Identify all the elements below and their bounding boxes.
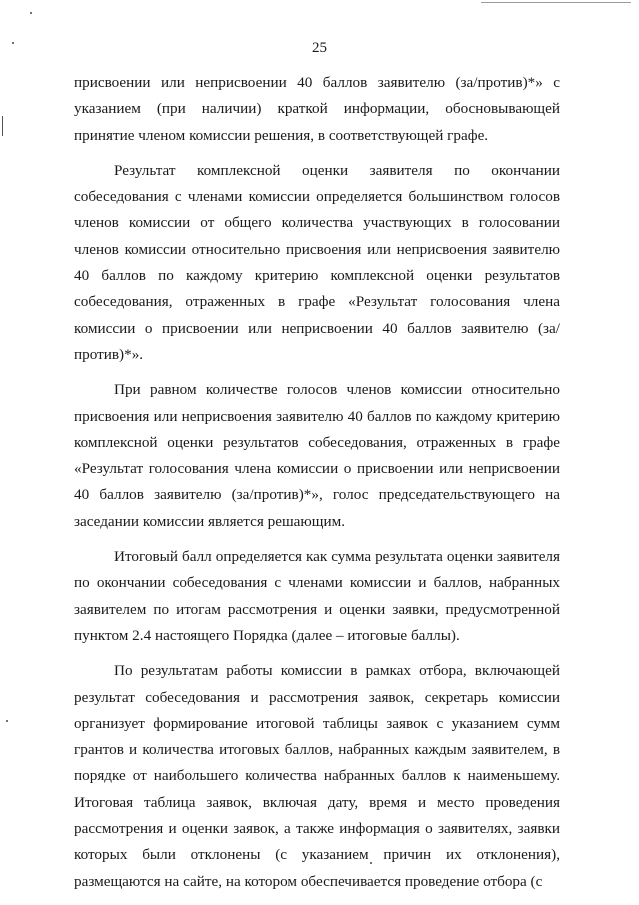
paragraph-4: Итоговый балл определяется как сумма результата оценки заявителя по окончании собеседования с членами комиссии и баллов, набранных заявителем по итогам рассмотрения и оценки заявки, предусмотренной пунктом 2.4 настоящего Порядка (далее – итоговые баллы).	[74, 548, 560, 644]
page-number: 25	[312, 40, 327, 56]
scan-speck	[30, 12, 32, 14]
paragraph-2: Результат комплексной оценки заявителя по окончании собеседования с членами комиссии определяется большинством голосов членов комиссии от общего количества участвующих в голосовании членов комиссии относительно присвоения или неприсвоения заявителю 40 баллов по каждому критерию комплексной оценки результатов собеседования, отраженных в графе «Результат голосования члена комиссии о присвоении или неприсвоении 40 баллов заявителю (за/против)*».	[74, 161, 560, 363]
paragraph-3: При равном количестве голосов членов комиссии относительно присвоения или неприсвоения заявителю 40 баллов по каждому критерию комплексной оценки результатов собеседования, отраженных в графе «Результат голосования члена комиссии о присвоении или неприсвоении 40 баллов заявителю (за/против)*», голос председательствующего на заседании комиссии является решающим.	[74, 381, 560, 530]
paragraph-1: присвоении или неприсвоении 40 баллов заявителю (за/против)*» с указанием (при наличии) краткой информации, обосновывающей принятие членом комиссии решения, в соответствующей графе.	[74, 74, 560, 144]
scan-margin-mark	[2, 116, 3, 136]
scan-speck	[6, 720, 8, 722]
body-text	[74, 70, 560, 895]
paragraph-5: По результатам работы комиссии в рамках отбора, включающей результат собеседования и рассмотрения заявок, секретарь комиссии организует формирование итоговой таблицы заявок с указанием сумм грантов и количества итоговых баллов, набранных каждым заявителем, в порядке от наибольшего количества набранных баллов к наименьшему. Итоговая таблица заявок, включая дату, время и место проведения рассмотрения и оценки заявок, а также информация о заявителях, заявки которых были отклонены (с указанием причин их отклонения), размещаются на сайте, на котором обеспечивается проведение отбора (с	[74, 662, 560, 890]
scan-edge-line	[481, 2, 631, 3]
